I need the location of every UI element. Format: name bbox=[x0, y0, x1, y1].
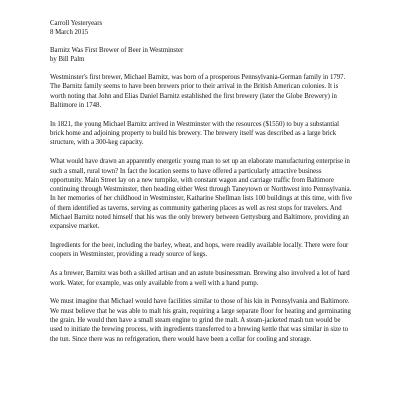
byline: by Bill Palm bbox=[50, 55, 85, 63]
paragraph-6: We must imagine that Michael would have facilities similar to those of his kin in Pennsylvania and Baltimore. We must believe that he was able to malt his grain, requiring a large separate floor for heating and germinating the grain. He would then have a small steam engine to grind the malt. A steam-jacketed mash tun would be used to initiate the brewing process, with ingredients transferred to a brewing kettle that was similar in size to the tun. Since there was no refrigeration, there would have been a cellar for cooling and storage. bbox=[50, 298, 351, 343]
publication-date: 8 March 2015 bbox=[50, 29, 89, 37]
body-spacer bbox=[50, 64, 354, 73]
paragraph-3: What would have drawn an apparently energetic young man to set up an elaborate manufacturing enterprise in such a small, rural town? In fact the location seems to have offered a particularly attractive business opportunity. Main Street lay on a new turnpike, with constant wagon and carriage traffic from Baltimore continuing through Westminster, then heading either West through Taneytown or Northwest into Pennsylvania. In her memories of her childhood in Westminster, Katharine Shellman lists 100 buildings at this time, with five of them identified as taverns, serving as community gathering places as well as rest stops for travelers. And Michael Barnitz noted himself that his was the only brewery between Gettysburg and Baltimore, providing an expansive market. bbox=[50, 158, 353, 231]
article-title: Barnitz Was First Brewer of Beer in Westminster bbox=[50, 46, 184, 54]
column-name: Carroll Yesteryears bbox=[50, 20, 103, 27]
paragraph-4: Ingredients for the beer, including the barley, wheat, and hops, were readily available locally. There were four coopers in Westminster, providing a ready source of kegs. bbox=[50, 242, 349, 259]
paragraph-2: In 1821, the young Michael Barnitz arrived in Westminster with the resources ($1550) to buy a substantial brick home and adjoining property to build his brewery. The brewery itself was described as a large brick structure, with a 300-keg capacity. bbox=[50, 120, 340, 147]
paragraph-1: Westminster's first brewer, Michael Barnitz, was born of a prosperous Pennsylvania-German family in 1797. The Barnitz family seems to have been brewers prior to their arrival in the British American colonies. It is worth noting that John and Elias Daniel Barnitz established the first brewery (later the Globe Brewery) in Baltimore in 1748. bbox=[50, 74, 346, 110]
header-spacer bbox=[50, 38, 354, 46]
article-header bbox=[50, 19, 354, 64]
paragraph-5: As a brewer, Barnitz was both a skilled artisan and an astute businessman. Brewing also involved a lot of hard work. Water, for example, was only available from a well with a hand pump. bbox=[50, 270, 350, 287]
article-body bbox=[50, 73, 354, 344]
